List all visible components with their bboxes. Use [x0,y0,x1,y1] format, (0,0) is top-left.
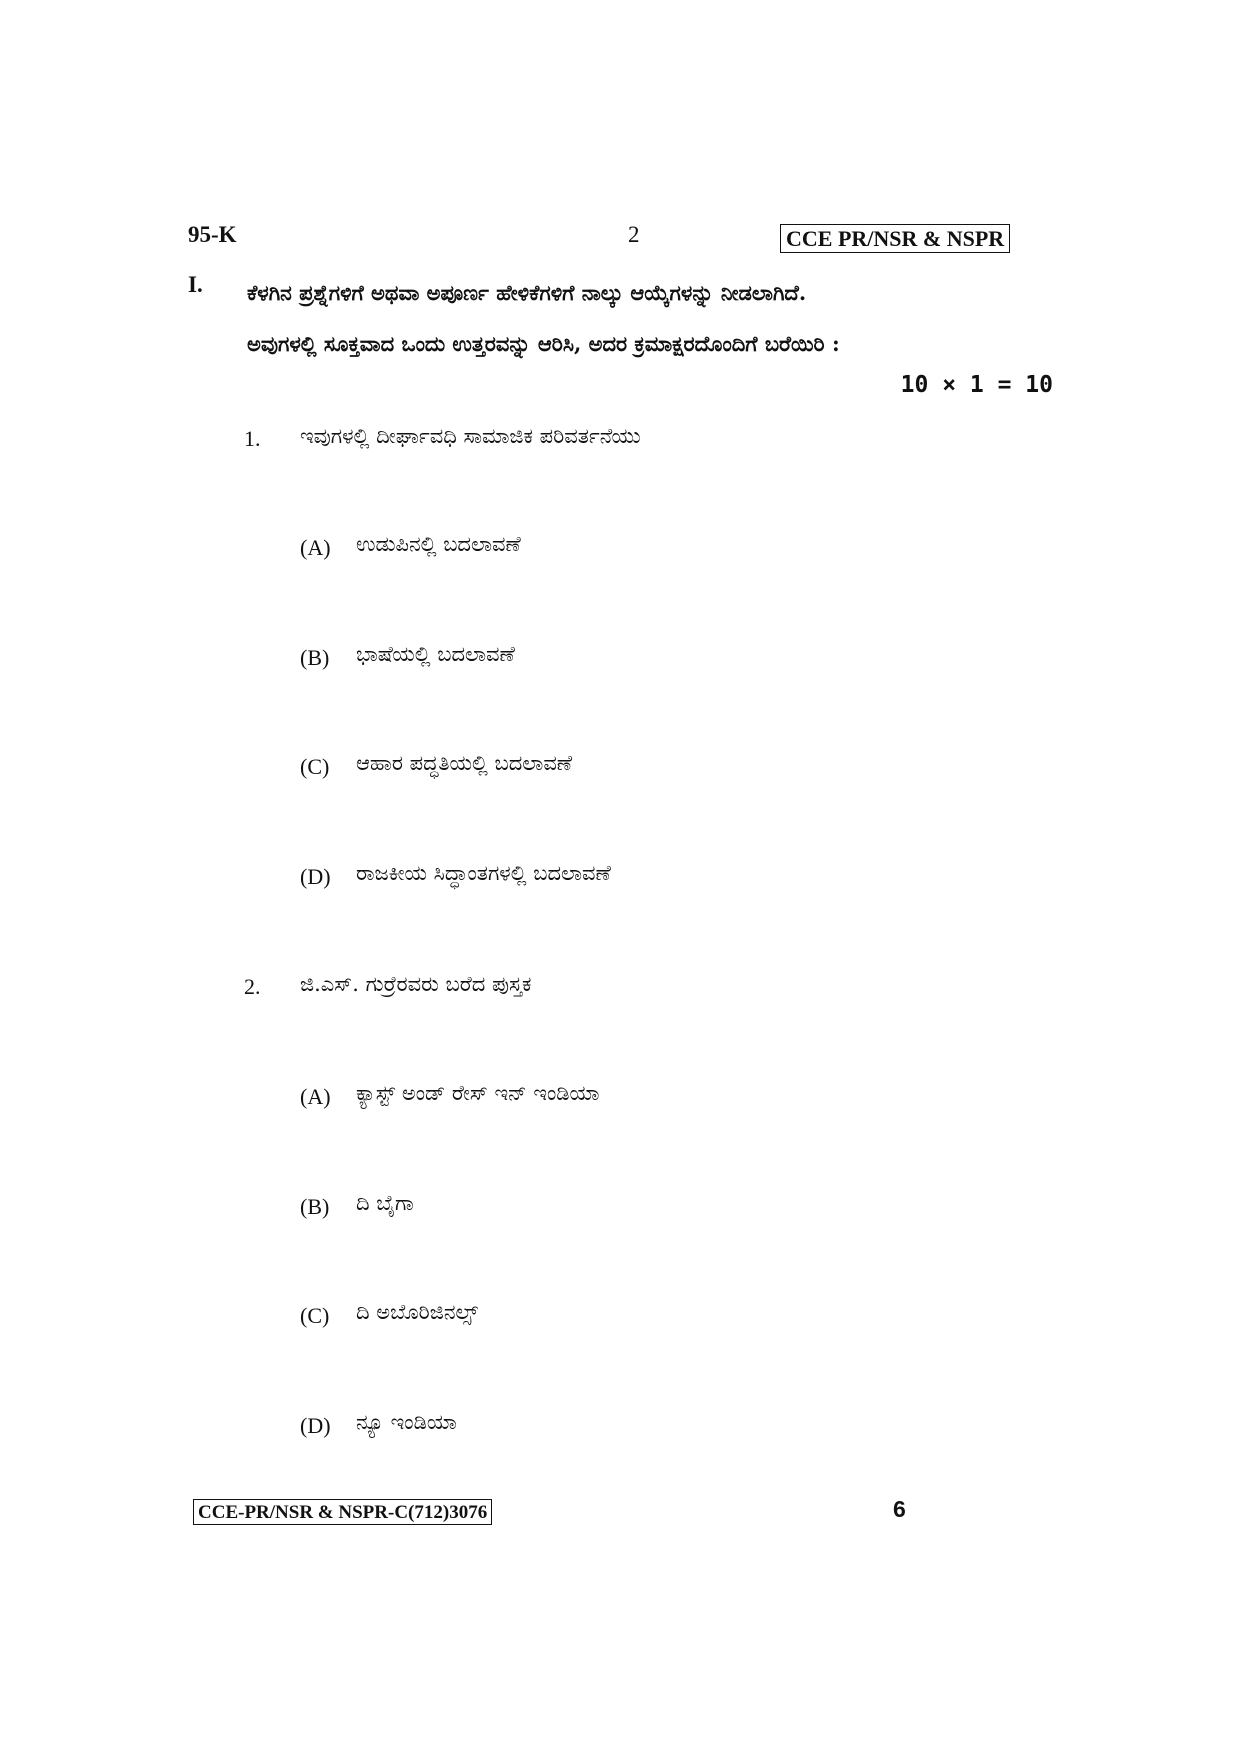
question-number: 2. [244,974,261,999]
option-text: ರಾಜಕೀಯ ಸಿದ್ಧಾಂತಗಳಲ್ಲಿ ಬದಲಾವಣೆ [356,861,611,885]
exam-label: CCE PR/NSR & NSPR [780,224,1010,253]
option-text: ಉಡುಪಿನಲ್ಲಿ ಬದಲಾವಣೆ [356,532,521,556]
instruction-line-1: ಕೆಳಗಿನ ಪ್ರಶ್ನೆಗಳಿಗೆ ಅಥವಾ ಅಪೂರ್ಣ ಹೇಳಿಕೆಗಳಿಗೆ ನಾಲ್ಕು ಆಯ್ಕೆಗಳನ್ನು ನೀಡಲಾಗಿದೆ. [247,280,807,305]
option-letter: (C) [300,754,330,779]
question-number: 1. [244,426,261,451]
footer-page-number: 6 [893,1496,906,1522]
page-number: 2 [628,222,640,247]
option-letter: (B) [300,1194,330,1219]
section-instruction [247,267,1053,369]
question-text: ಇವುಗಳಲ್ಲಿ ದೀರ್ಘಾವಧಿ ಸಾಮಾಜಿಕ ಪರಿವರ್ತನೆಯು [300,424,641,448]
option-text: ಆಹಾರ ಪದ್ಧತಿಯಲ್ಲಿ ಬದಲಾವಣೆ [356,751,573,775]
paper-code: 95-K [188,222,237,247]
option-letter: (D) [300,1413,331,1438]
instruction-line-2: ಅವುಗಳಲ್ಲಿ ಸೂಕ್ತವಾದ ಒಂದು ಉತ್ತರವನ್ನು ಆರಿಸಿ, ಅದರ ಕ್ರಮಾಕ್ಷರದೊಂದಿಗೆ ಬರೆಯಿರಿ : [247,331,840,356]
option-text: ದಿ ಅಬೊರಿಜಿನಲ್ಸ್ [356,1300,478,1324]
option-text: ಭಾಷೆಯಲ್ಲಿ ಬದಲಾವಣೆ [356,642,515,666]
option-letter: (A) [300,1084,331,1109]
question-text: ಜಿ.ಎಸ್. ಗುರ್ರೆರವರು ಬರೆದ ಪುಸ್ತಕ [300,972,532,996]
footer-code: CCE-PR/NSR & NSPR-C(712)3076 [193,1499,492,1525]
option-text: ದಿ ಬೈಗಾ [356,1191,414,1215]
marks-allocation: 10 × 1 = 10 [900,372,1053,398]
option-text: ಕ್ಯಾಸ್ಟ್ ಅಂಡ್ ರೇಸ್ ಇನ್ ಇಂಡಿಯಾ [356,1081,600,1105]
option-text: ನ್ಯೂ ಇಂಡಿಯಾ [356,1410,457,1434]
section-number: I. [188,272,203,297]
option-letter: (B) [300,645,330,670]
option-letter: (C) [300,1303,330,1328]
option-letter: (A) [300,535,331,560]
option-letter: (D) [300,864,331,889]
